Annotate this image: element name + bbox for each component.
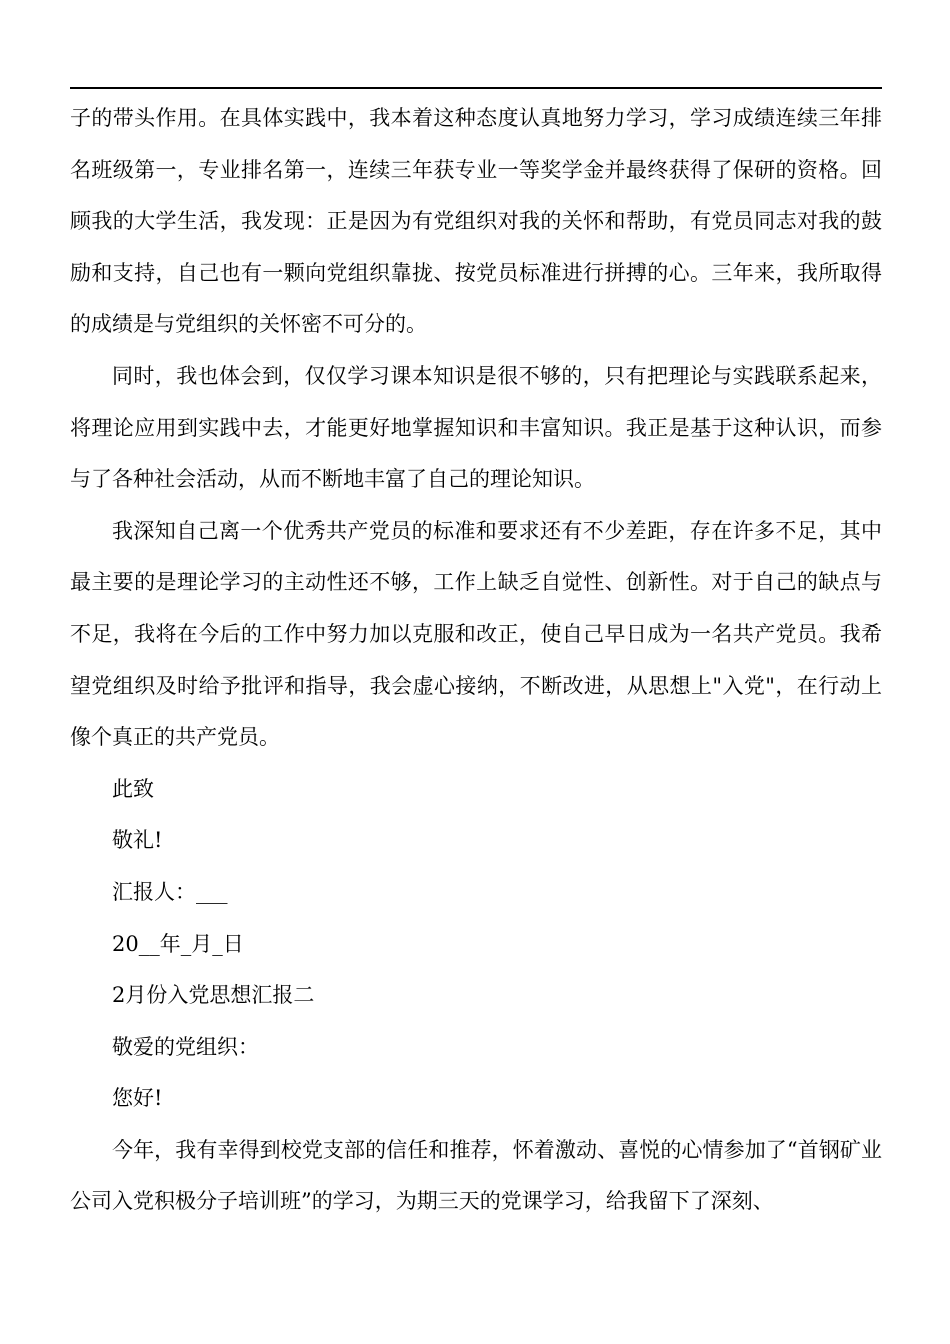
second-report-body: 今年，我有幸得到校党支部的信任和推荐，怀着激动、喜悦的心情参加了“首钢矿业公司入党积极分子培训班”的学习，为期三天的党课学习，给我留下了深刻、 <box>70 1137 882 1214</box>
second-report-title: 2月份入党思想汇报二 <box>112 983 315 1008</box>
date-line: 20__年_月_日 <box>112 931 244 956</box>
paragraph-theory-practice: 同时，我也体会到，仅仅学习课本知识是很不够的，只有把理论与实践联系起来，将理论应用到实践中去，才能更好地掌握知识和丰富知识。我正是基于这种认识，而参与了各种社会活动，从而不断地丰富了自己的理论知识。 <box>70 363 882 492</box>
header-rule <box>70 87 882 89</box>
closing-salutation-1: 此致 <box>112 776 154 801</box>
closing-salutation-2: 敬礼! <box>112 828 163 853</box>
paragraph-shortcomings: 我深知自己离一个优秀共产党员的标准和要求还有不少差距，存在许多不足，其中最主要的是理论学习的主动性还不够，工作上缺乏自觉性、创新性。对于自己的缺点与不足，我将在今后的工作中努力加以克服和改正，使自己早日成为一名共产党员。我希望党组织及时给予批评和指导，我会虚心接纳，不断改进，从思想上"入党"，在行动上像个真正的共产党员。 <box>70 518 882 750</box>
paragraph-study-achievements: 子的带头作用。在具体实践中，我本着这种态度认真地努力学习，学习成绩连续三年排名班级第一，专业排名第一，连续三年获专业一等奖学金并最终获得了保研的资格。回顾我的大学生活，我发现：正是因为有党组织对我的关怀和帮助，有党员同志对我的鼓励和支持，自己也有一颗向党组织靠拢、按党员标准进行拼搏的心。三年来，我所取得的成绩是与党组织的关怀密不可分的。 <box>70 106 882 337</box>
document-body <box>70 93 882 1228</box>
reporter-line: 汇报人：___ <box>112 879 228 904</box>
second-report-greeting: 您好! <box>112 1086 163 1111</box>
second-report-greeting-to: 敬爱的党组织： <box>112 1034 259 1059</box>
